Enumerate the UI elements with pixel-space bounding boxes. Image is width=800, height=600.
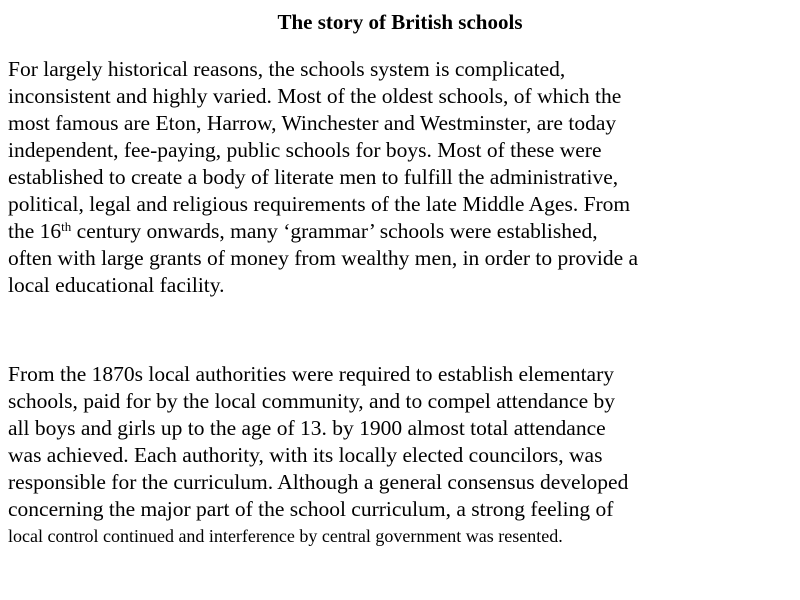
text-line: all boys and girls up to the age of 13. by 1900 almost total attendance [8, 416, 606, 440]
ordinal-superscript: th [61, 219, 72, 234]
text-fragment: century onwards, many ‘grammar’ schools were established, [71, 219, 598, 243]
text-line: local educational facility. [8, 273, 225, 297]
text-line: established to create a body of literate men to fulfill the administrative, [8, 165, 619, 189]
text-line: responsible for the curriculum. Although a general consensus developed [8, 470, 629, 494]
text-line [8, 218, 794, 245]
paragraph-local-authorities [8, 361, 794, 550]
text-line: From the 1870s local authorities were required to establish elementary [8, 362, 614, 386]
text-line: concerning the major part of the school curriculum, a strong feeling of [8, 497, 614, 521]
text-line: political, legal and religious requirements of the late Middle Ages. From [8, 192, 631, 216]
text-fragment: the 16 [8, 219, 62, 243]
text-line: inconsistent and highly varied. Most of the oldest schools, of which the [8, 84, 622, 108]
document-title: The story of British schools [277, 10, 523, 34]
paragraph-history [8, 56, 794, 299]
text-line: often with large grants of money from wealthy men, in order to provide a [8, 246, 639, 270]
text-line: was achieved. Each authority, with its locally elected councilors, was [8, 443, 603, 467]
text-line: schools, paid for by the local community, and to compel attendance by [8, 389, 616, 413]
text-line: most famous are Eton, Harrow, Winchester and Westminster, are today [8, 111, 617, 135]
text-line: For largely historical reasons, the schools system is complicated, [8, 57, 566, 81]
text-line: local control continued and interference by central government was resented. [8, 526, 563, 546]
text-line: independent, fee-paying, public schools for boys. Most of these were [8, 138, 602, 162]
